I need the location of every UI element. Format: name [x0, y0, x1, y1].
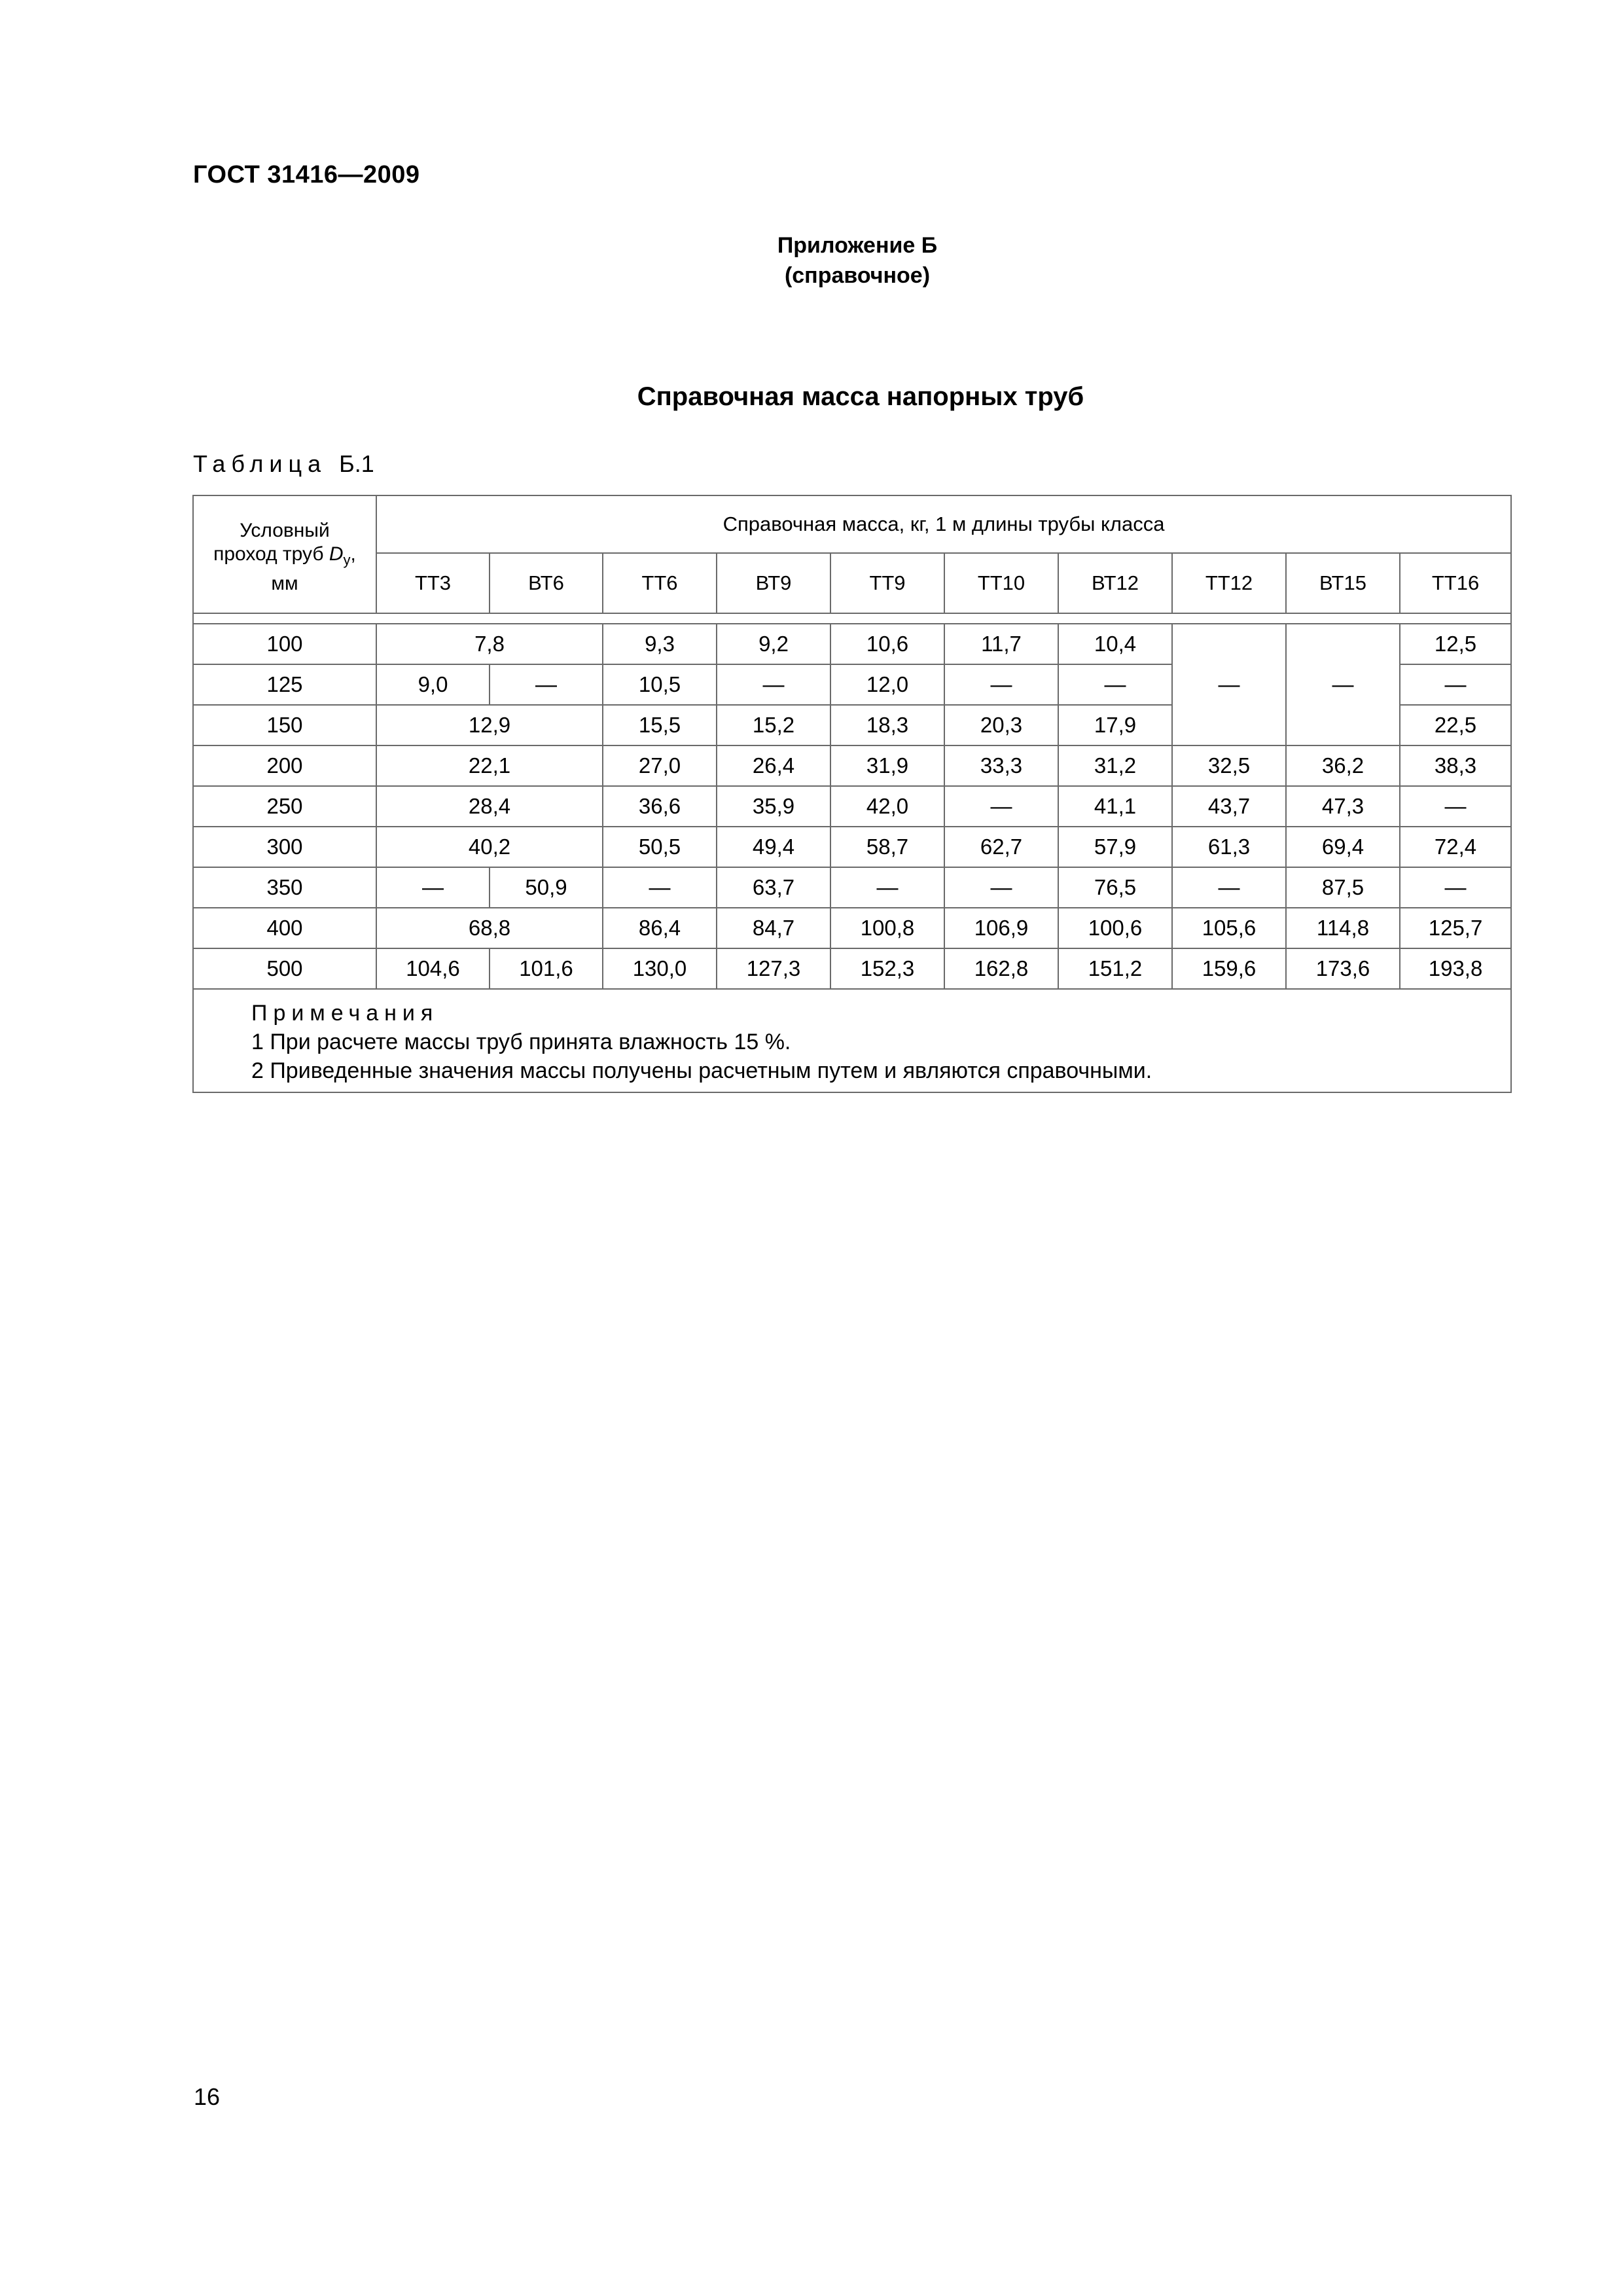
cell-tt9: 31,9 — [830, 745, 944, 786]
diameter-header-line2: проход труб — [213, 543, 329, 565]
cell-tt3-vt6: 12,9 — [376, 705, 603, 745]
cell-tt16: 125,7 — [1400, 908, 1511, 948]
cell-tt16: 22,5 — [1400, 705, 1511, 745]
cell-vt9: 127,3 — [717, 948, 830, 989]
cell-vt15: 69,4 — [1286, 827, 1400, 867]
cell-tt16: — — [1400, 786, 1511, 827]
cell-vt12: 57,9 — [1058, 827, 1172, 867]
cell-tt3: 9,0 — [376, 664, 490, 705]
cell-vt12: 100,6 — [1058, 908, 1172, 948]
cell-tt10: 11,7 — [944, 624, 1058, 664]
cell-diameter: 125 — [193, 664, 376, 705]
cell-diameter: 400 — [193, 908, 376, 948]
cell-tt10: 62,7 — [944, 827, 1058, 867]
cell-diameter: 150 — [193, 705, 376, 745]
column-header-tt10: ТТ10 — [944, 553, 1058, 613]
cell-tt6: 50,5 — [603, 827, 717, 867]
cell-vt15: 173,6 — [1286, 948, 1400, 989]
notes-heading: Примечания — [251, 1001, 439, 1026]
cell-vt9: 84,7 — [717, 908, 830, 948]
table-row — [193, 867, 1511, 908]
annex-title: Приложение Б — [777, 233, 938, 258]
cell-tt9: 18,3 — [830, 705, 944, 745]
cell-vt9: — — [717, 664, 830, 705]
mass-table-container — [192, 495, 1510, 1093]
cell-tt12: 43,7 — [1172, 786, 1286, 827]
cell-vt12: 10,4 — [1058, 624, 1172, 664]
cell-tt12: — — [1172, 624, 1286, 745]
cell-diameter: 500 — [193, 948, 376, 989]
cell-vt9: 26,4 — [717, 745, 830, 786]
cell-tt16: — — [1400, 664, 1511, 705]
cell-tt12: 105,6 — [1172, 908, 1286, 948]
header-separator — [193, 613, 1511, 624]
cell-tt9: — — [830, 867, 944, 908]
cell-tt10: 33,3 — [944, 745, 1058, 786]
cell-tt3-vt6: 7,8 — [376, 624, 603, 664]
cell-vt6: 50,9 — [490, 867, 603, 908]
table-row — [193, 948, 1511, 989]
table-caption-word: Таблица — [193, 450, 327, 477]
cell-tt16: 193,8 — [1400, 948, 1511, 989]
cell-tt6: 86,4 — [603, 908, 717, 948]
cell-vt12: 76,5 — [1058, 867, 1172, 908]
diameter-symbol: D — [329, 543, 344, 565]
cell-tt3: — — [376, 867, 490, 908]
diameter-header: Условный проход труб $D_у$, мм — [193, 495, 376, 613]
cell-tt3: 104,6 — [376, 948, 490, 989]
column-header-tt6: ТТ6 — [603, 553, 717, 613]
cell-vt12: 151,2 — [1058, 948, 1172, 989]
cell-diameter: 250 — [193, 786, 376, 827]
cell-tt3-vt6: 40,2 — [376, 827, 603, 867]
table-caption-number: Б.1 — [339, 450, 374, 477]
table-row — [193, 786, 1511, 827]
cell-vt9: 63,7 — [717, 867, 830, 908]
cell-vt6: — — [490, 664, 603, 705]
document-code: ГОСТ 31416—2009 — [193, 161, 420, 188]
cell-vt15: — — [1286, 624, 1400, 745]
column-header-vt15: ВТ15 — [1286, 553, 1400, 613]
cell-vt9: 35,9 — [717, 786, 830, 827]
cell-vt9: 49,4 — [717, 827, 830, 867]
cell-tt12: 32,5 — [1172, 745, 1286, 786]
cell-tt16: — — [1400, 867, 1511, 908]
cell-vt9: 15,2 — [717, 705, 830, 745]
cell-vt9: 9,2 — [717, 624, 830, 664]
cell-tt6: 130,0 — [603, 948, 717, 989]
cell-tt9: 152,3 — [830, 948, 944, 989]
cell-tt6: 15,5 — [603, 705, 717, 745]
table-row — [193, 624, 1511, 664]
cell-vt15: 114,8 — [1286, 908, 1400, 948]
cell-diameter: 100 — [193, 624, 376, 664]
cell-tt9: 100,8 — [830, 908, 944, 948]
mass-span-header: Справочная масса, кг, 1 м длины трубы класса — [376, 495, 1511, 553]
note-item: 2 Приведенные значения массы получены расчетным путем и являются справочными. — [251, 1058, 1152, 1083]
header-separator-cell — [193, 613, 1511, 624]
column-header-tt3: ТТ3 — [376, 553, 490, 613]
cell-tt6: 9,3 — [603, 624, 717, 664]
cell-tt9: 58,7 — [830, 827, 944, 867]
page-number: 16 — [194, 2083, 221, 2110]
diameter-header-unit: мм — [271, 572, 298, 594]
page-title: Справочная масса напорных труб — [637, 382, 1084, 411]
cell-tt3-vt6: 22,1 — [376, 745, 603, 786]
mass-table — [192, 495, 1512, 1093]
notes-cell — [193, 989, 1511, 1092]
annex-kind: (справочное) — [784, 263, 931, 288]
column-header-tt12: ТТ12 — [1172, 553, 1286, 613]
cell-tt6: 27,0 — [603, 745, 717, 786]
column-header-vt9: ВТ9 — [717, 553, 830, 613]
cell-tt6: 36,6 — [603, 786, 717, 827]
cell-tt16: 12,5 — [1400, 624, 1511, 664]
cell-tt10: 106,9 — [944, 908, 1058, 948]
cell-tt16: 72,4 — [1400, 827, 1511, 867]
cell-vt12: — — [1058, 664, 1172, 705]
cell-vt15: 87,5 — [1286, 867, 1400, 908]
cell-tt10: 20,3 — [944, 705, 1058, 745]
diameter-subscript: у — [343, 551, 351, 568]
cell-diameter: 200 — [193, 745, 376, 786]
cell-tt3-vt6: 28,4 — [376, 786, 603, 827]
table-row — [193, 827, 1511, 867]
table-row — [193, 908, 1511, 948]
cell-tt10: — — [944, 867, 1058, 908]
column-header-vt6: ВТ6 — [490, 553, 603, 613]
cell-tt10: — — [944, 786, 1058, 827]
cell-tt3-vt6: 68,8 — [376, 908, 603, 948]
cell-vt15: 47,3 — [1286, 786, 1400, 827]
diameter-header-line1: Условный — [240, 519, 330, 541]
column-header-tt9: ТТ9 — [830, 553, 944, 613]
cell-tt16: 38,3 — [1400, 745, 1511, 786]
column-header-vt12: ВТ12 — [1058, 553, 1172, 613]
cell-tt12: — — [1172, 867, 1286, 908]
table-caption — [193, 450, 374, 478]
cell-diameter: 300 — [193, 827, 376, 867]
cell-tt9: 12,0 — [830, 664, 944, 705]
cell-tt9: 42,0 — [830, 786, 944, 827]
note-item: 1 При расчете массы труб принята влажность 15 %. — [251, 1030, 791, 1054]
cell-tt12: 61,3 — [1172, 827, 1286, 867]
cell-vt12: 17,9 — [1058, 705, 1172, 745]
cell-tt9: 10,6 — [830, 624, 944, 664]
cell-vt12: 41,1 — [1058, 786, 1172, 827]
cell-tt10: 162,8 — [944, 948, 1058, 989]
cell-vt12: 31,2 — [1058, 745, 1172, 786]
cell-tt12: 159,6 — [1172, 948, 1286, 989]
cell-tt6: — — [603, 867, 717, 908]
cell-vt6: 101,6 — [490, 948, 603, 989]
column-header-tt16: ТТ16 — [1400, 553, 1511, 613]
cell-vt15: 36,2 — [1286, 745, 1400, 786]
notes-row — [193, 989, 1511, 1092]
table-row — [193, 745, 1511, 786]
cell-tt10: — — [944, 664, 1058, 705]
cell-tt6: 10,5 — [603, 664, 717, 705]
cell-diameter: 350 — [193, 867, 376, 908]
